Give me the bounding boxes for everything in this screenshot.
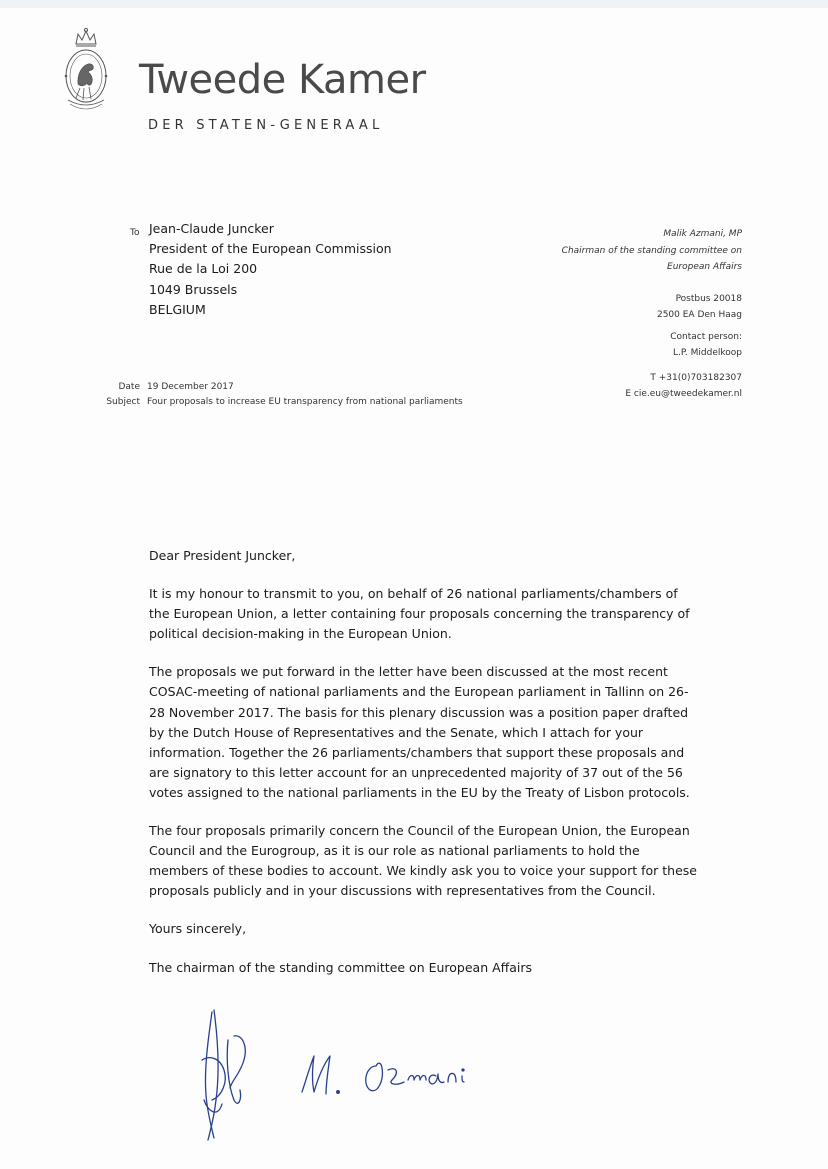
- recipient-line: Jean-Claude Juncker: [149, 221, 274, 236]
- paragraph-2: [149, 662, 719, 803]
- body-line: are signatory to this letter account for an unprecedented majority of 37 out of the 56: [149, 764, 683, 780]
- to-label: To: [130, 228, 140, 238]
- body-line: by the Dutch House of Representatives and the Senate, which I attach for your: [149, 724, 644, 740]
- body-line: the European Union, a letter containing four proposals concerning the transparency of: [149, 606, 690, 622]
- letter-body: [149, 546, 719, 996]
- subject-value: Four proposals to increase EU transparency from national parliaments: [147, 397, 463, 407]
- paragraph-1: [149, 584, 719, 644]
- salutation: Dear President Juncker,: [149, 548, 296, 563]
- paragraph-3: [149, 821, 719, 901]
- scan-edge: [0, 0, 828, 8]
- body-line: information. Together the 26 parliaments/chambers that support these proposals and: [149, 744, 685, 760]
- body-line: proposals publicly and in your discussions with representatives from the Council.: [149, 883, 656, 899]
- body-line: It is my honour to transmit to you, on behalf of 26 national parliaments/chambers of: [149, 586, 678, 602]
- recipient-line: President of the European Commission: [149, 241, 392, 257]
- subject-label: Subject: [106, 397, 140, 407]
- sender-block: [562, 226, 742, 403]
- recipient-line: Rue de la Loi 200: [149, 261, 258, 277]
- body-line: The proposals we put forward in the letter have been discussed at the most recent: [149, 664, 668, 680]
- body-line: The four proposals primarily concern the Council of the European Union, the European: [149, 823, 690, 839]
- sender-email: E cie.eu@tweedekamer.nl: [625, 389, 742, 399]
- body-line: members of these bodies to account. We kindly ask you to voice your support for these: [149, 863, 697, 879]
- date-value: 19 December 2017: [147, 382, 234, 392]
- body-line: 28 November 2017. The basis for this plenary discussion was a position paper drafted: [149, 704, 689, 720]
- handwritten-signature: [190, 1000, 490, 1150]
- sender-role-line2: European Affairs: [667, 262, 742, 272]
- recipient-address: [149, 219, 392, 320]
- sender-role-line1: Chairman of the standing committee on: [561, 245, 742, 256]
- recipient-line: 1049 Brussels: [149, 281, 238, 297]
- closing: Yours sincerely,: [149, 921, 247, 937]
- date-label: Date: [118, 382, 140, 392]
- sender-name: Malik Azmani, MP: [663, 229, 742, 239]
- recipient-line: BELGIUM: [149, 301, 206, 317]
- sender-postbus: Postbus 20018: [675, 293, 742, 304]
- signoff: The chairman of the standing committee on European Affairs: [149, 959, 533, 975]
- body-line: COSAC-meeting of national parliaments and the European parliament in Tallinn on 26-: [149, 684, 689, 700]
- royal-crest-icon: [58, 26, 114, 116]
- contact-label: Contact person:: [670, 331, 742, 342]
- body-line: Council and the Eurogroup, as it is our role as national parliaments to hold the: [149, 843, 640, 859]
- body-line: votes assigned to the national parliaments in the EU by the Treaty of Lisbon protocols.: [149, 784, 690, 800]
- body-line: political decision-making in the European Union.: [149, 626, 452, 642]
- brand-title: Tweede Kamer: [139, 57, 426, 103]
- brand-subtitle: DER STATEN-GENERAAL: [148, 118, 384, 133]
- sender-city: 2500 EA Den Haag: [656, 310, 742, 320]
- contact-name: L.P. Middelkoop: [673, 348, 742, 358]
- sender-phone: T +31(0)703182307: [650, 372, 742, 383]
